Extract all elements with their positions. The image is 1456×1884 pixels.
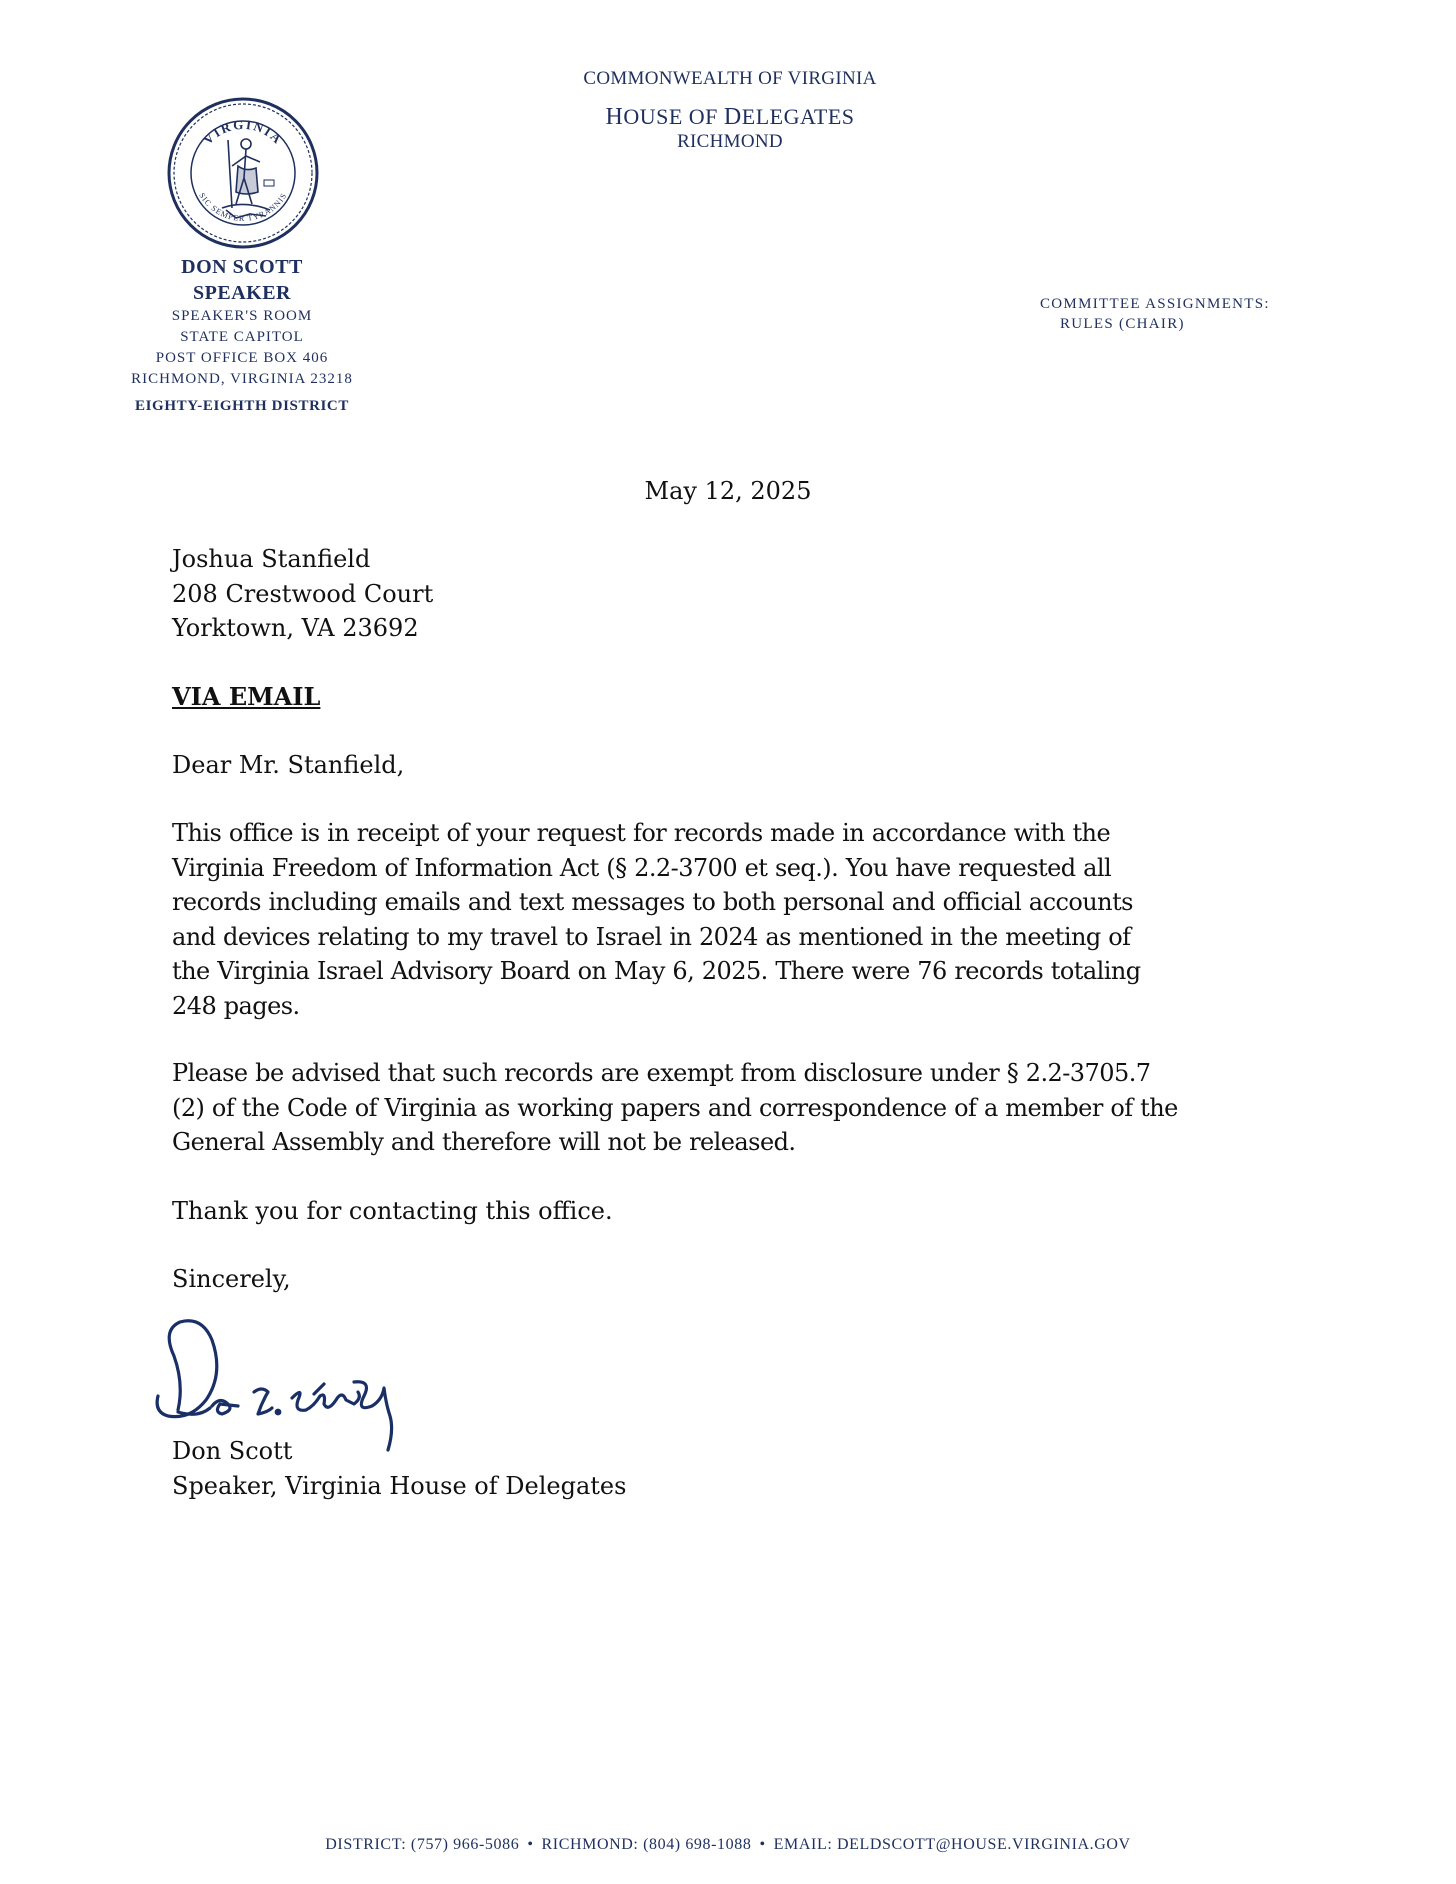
closing: Sincerely, [172, 1265, 291, 1293]
recipient-address [172, 542, 433, 646]
virginia-seal-logo [166, 96, 320, 250]
sender-po-box: POST OFFICE BOX 406 [155, 350, 329, 366]
paragraph-line: the Virginia Israel Advisory Board on May 6, 2025. There were 76 records totaling [172, 957, 1141, 985]
footer-district-phone: DISTRICT: (757) 966-5086 [325, 1836, 520, 1853]
city-label: RICHMOND [677, 131, 783, 152]
footer-email: EMAIL: DELDSCOTT@HOUSE.VIRGINIA.GOV [773, 1836, 1131, 1853]
paragraph-line: (2) of the Code of Virginia as working papers and correspondence of a member of the [172, 1093, 1178, 1122]
paragraph-exemption [172, 1056, 1302, 1160]
paragraph-line: records including emails and text messages to both personal and official accounts [172, 888, 1133, 916]
delivery-method: VIA EMAIL [172, 682, 321, 711]
signer-name: Don Scott [172, 1437, 293, 1465]
sender-district: EIGHTY-EIGHTH DISTRICT [135, 398, 349, 414]
paragraph-line: and devices relating to my travel to Israel in 2024 as mentioned in the meeting of [172, 922, 1131, 951]
salutation: Dear Mr. Stanfield, [172, 751, 405, 779]
sender-name: DON SCOTT [181, 256, 303, 278]
paragraph-line: Virginia Freedom of Information Act (§ 2.2-3700 et seq.). You have requested all [172, 853, 1112, 882]
recipient-city-state-zip: Yorktown, VA 23692 [172, 614, 419, 642]
letterhead-footer [0, 1836, 1456, 1854]
letterhead-header [480, 68, 980, 153]
svg-text:SIC SEMPER TYRANNIS: SIC SEMPER TYRANNIS [197, 191, 289, 223]
recipient-name: Joshua Stanfield [172, 545, 371, 573]
letter-date: May 12, 2025 [644, 477, 812, 505]
house-of-delegates-label: HOUSE OF DELEGATES [605, 104, 855, 130]
committee-heading: COMMITTEE ASSIGNMENTS: [1040, 296, 1270, 312]
footer-separator: • [527, 1836, 534, 1853]
sender-title: SPEAKER [193, 282, 291, 304]
paragraph-line: General Assembly and therefore will not be released. [172, 1128, 796, 1156]
sender-block [100, 254, 384, 415]
recipient-street: 208 Crestwood Court [172, 579, 434, 608]
paragraph-request [172, 816, 1302, 1023]
sender-building: STATE CAPITOL [180, 329, 304, 345]
paragraph-line: Please be advised that such records are exempt from disclosure under § 2.2-3705.7 [172, 1059, 1151, 1087]
footer-richmond-phone: RICHMOND: (804) 698-1088 [541, 1836, 752, 1853]
svg-text:VIRGINIA: VIRGINIA [199, 116, 287, 148]
thanks-line: Thank you for contacting this office. [172, 1197, 613, 1225]
committee-assignments [1040, 294, 1270, 334]
footer-separator: • [759, 1836, 766, 1853]
signer-title: Speaker, Virginia House of Delegates [172, 1471, 627, 1500]
signer-block [172, 1434, 626, 1503]
committee-item: RULES (CHAIR) [1060, 316, 1185, 332]
sender-city-state-zip: RICHMOND, VIRGINIA 23218 [131, 371, 353, 387]
commonwealth-label: COMMONWEALTH OF VIRGINIA [583, 68, 877, 89]
paragraph-line: This office is in receipt of your request for records made in accordance with the [172, 819, 1111, 847]
paragraph-line: 248 pages. [172, 991, 300, 1020]
sender-room: SPEAKER'S ROOM [171, 308, 313, 324]
